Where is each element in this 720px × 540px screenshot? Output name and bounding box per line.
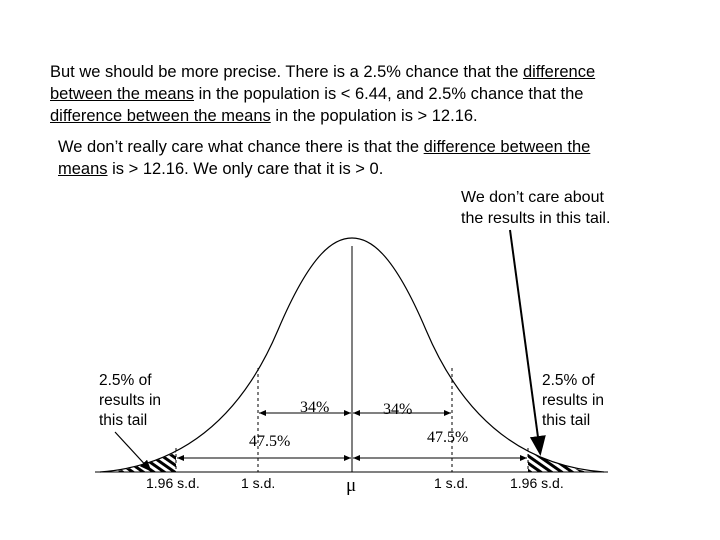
callout-line: the results in this tail.: [461, 210, 611, 227]
right-tail-arrow: [510, 230, 540, 452]
sd-196-right-label: 1.96 s.d.: [510, 475, 564, 491]
intro-text: in the population is < 6.44, and 2.5% chance that the: [194, 85, 584, 103]
intro-text: in the population is > 12.16.: [270, 107, 478, 125]
mu-label: μ: [346, 475, 357, 496]
sd-196-left-label: 1.96 s.d.: [146, 475, 200, 491]
label-475-left: 47.5%: [249, 433, 291, 450]
underlined-term: difference between the: [423, 138, 591, 156]
left-tail-arrow: [115, 432, 150, 470]
label-34-left: 34%: [300, 399, 330, 416]
callout-line: We don’t care about: [461, 189, 604, 206]
underlined-term: difference: [522, 63, 596, 81]
intro-text: But we should be more precise. There is a 2.5% chance that the: [50, 63, 523, 81]
label-34-right: 34%: [383, 401, 413, 418]
underlined-term: between the means: [50, 85, 195, 103]
followup-text: We don’t really care what chance there is that the: [58, 138, 424, 156]
tail-label-line: this tail: [542, 412, 591, 429]
underlined-term: difference between the means: [50, 107, 271, 125]
sd-1-right-label: 1 s.d.: [434, 475, 469, 491]
tail-label-line: this tail: [99, 412, 148, 429]
followup-text: is > 12.16. We only care that it is > 0.: [107, 160, 384, 178]
underlined-term: means: [58, 160, 108, 178]
label-475-right: 47.5%: [427, 429, 469, 446]
bracket-475-left: [177, 455, 351, 461]
tail-label-line: results in: [99, 392, 162, 409]
tail-label-line: 2.5% of: [542, 372, 595, 389]
bracket-475-right: [353, 455, 527, 461]
tail-label-line: 2.5% of: [99, 372, 152, 389]
sd-1-left-label: 1 s.d.: [241, 475, 276, 491]
tail-label-line: results in: [542, 392, 605, 409]
